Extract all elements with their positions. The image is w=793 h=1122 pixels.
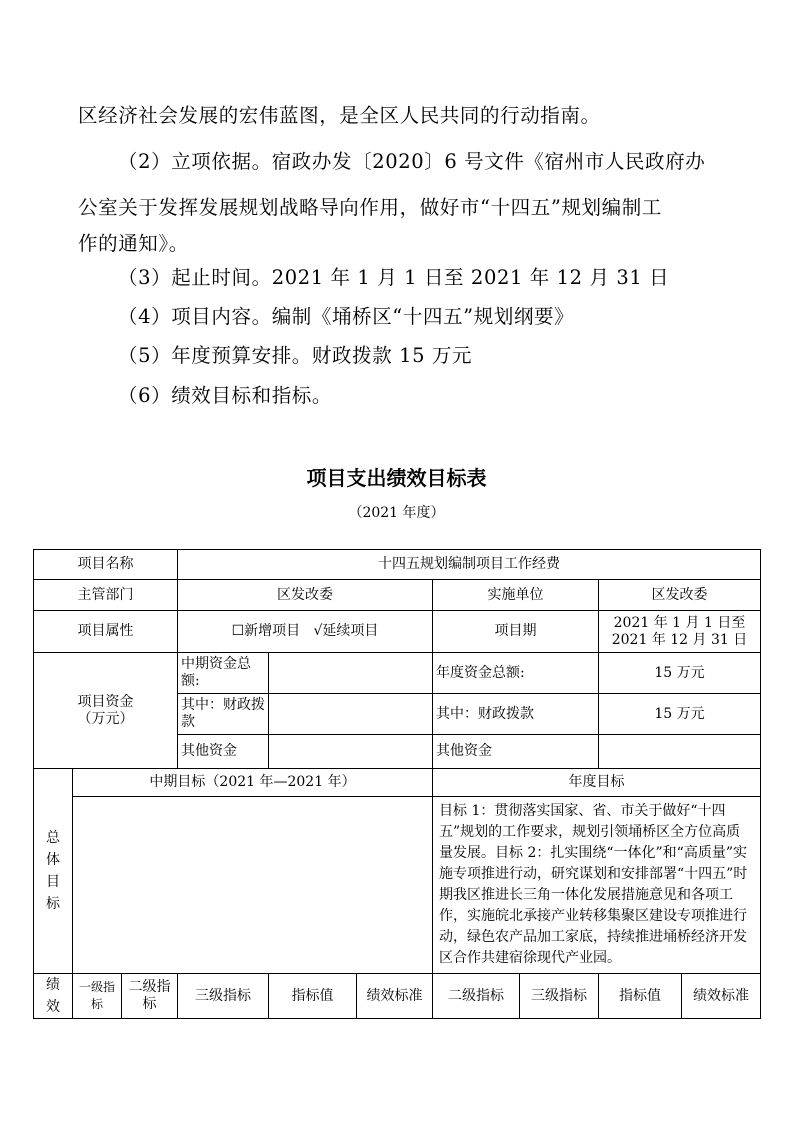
attr-options <box>178 611 433 653</box>
mid-total-label: 中期资金总额: <box>178 653 269 694</box>
table-title: 项目支出绩效目标表 <box>306 466 487 490</box>
year-goal-content: 目标 1：贯彻落实国家、省、市关于做好“十四五”规划的工作要求，规划引领埇桥区全方位高质量发展。目标 2：扎实围绕“一体化”和“高质量”实施专项推进行动，研究谋划和安排部署“十四五”时期我区推进长三角一体化发展措施意见和各项工作，实施皖北承接产业转移集聚区建设专项推进行动，绿色农产品加工家底，持续推进埇桥经济开发区合作共建宿徐现代产业园。 <box>433 797 761 974</box>
funds-label-line2: （万元） <box>77 710 134 727</box>
paragraph-line: 公室关于发挥发展规划战略导向作用，做好市“十四五”规划编制工 <box>78 196 662 219</box>
project-name-label: 项目名称 <box>34 550 178 580</box>
perf-standard-header: 绩效标准 <box>357 974 433 1019</box>
mid-goal-header: 中期目标（2021 年—2021 年） <box>73 769 433 797</box>
mid-fiscal-value <box>269 694 433 735</box>
period-end: 2021 年 12 月 31 日 <box>611 631 748 648</box>
indicator-value-header: 指标值 <box>269 974 357 1019</box>
mid-other-value <box>269 735 433 769</box>
perf-label: 绩 效 <box>34 974 73 1019</box>
impl-unit-value: 区发改委 <box>599 580 761 611</box>
paragraph-line: （4）项目内容。编制《埇桥区“十四五”规划纲要》 <box>118 305 575 328</box>
paragraph-line: （3）起止时间。2021 年 1 月 1 日至 2021 年 12 月 31 日 <box>118 266 670 289</box>
level2-header-2: 二级指标 <box>433 974 520 1019</box>
project-name-value: 十四五规划编制项目工作经费 <box>178 550 761 580</box>
funds-label-line1: 项目资金 <box>77 693 134 710</box>
mid-other-label: 其他资金 <box>178 735 269 769</box>
year-fiscal-label: 其中：财政拨款 <box>433 694 599 735</box>
year-total-value: 15 万元 <box>599 653 761 694</box>
overall-goal-label: 总 体 目 标 <box>34 769 73 974</box>
year-other-label: 其他资金 <box>433 735 599 769</box>
level3-header: 三级指标 <box>178 974 269 1019</box>
dept-label: 主管部门 <box>34 580 178 611</box>
level1-header: 一级指标 <box>73 974 122 1019</box>
dept-value: 区发改委 <box>178 580 433 611</box>
attr-new-checkbox: ☐新增项目 <box>231 623 301 639</box>
perf-standard-header-2: 绩效标准 <box>682 974 761 1019</box>
period-start: 2021 年 1 月 1 日至 <box>613 614 746 631</box>
mid-total-value <box>269 653 433 694</box>
attr-continue-checkbox: √延续项目 <box>313 623 379 639</box>
paragraph-line: 区经济社会发展的宏伟蓝图，是全区人民共同的行动指南。 <box>78 104 601 127</box>
paragraph-line: （5）年度预算安排。财政拨款 15 万元 <box>118 344 473 367</box>
year-goal-header: 年度目标 <box>433 769 761 797</box>
indicator-value-header-2: 指标值 <box>599 974 682 1019</box>
performance-target-table <box>33 549 761 1019</box>
level2-header: 二级指标 <box>122 974 178 1019</box>
paragraph-line: （2）立项依据。宿政办发〔2020〕6 号文件《宿州市人民政府办 <box>118 150 706 173</box>
year-fiscal-value: 15 万元 <box>599 694 761 735</box>
attr-label: 项目属性 <box>34 611 178 653</box>
table-year: （2021 年度） <box>348 505 445 521</box>
paragraph-line: （6）绩效目标和指标。 <box>118 384 333 407</box>
paragraph-line: 作的通知》。 <box>78 232 189 255</box>
mid-goal-content <box>73 797 433 974</box>
level3-header-2: 三级指标 <box>520 974 599 1019</box>
period-label: 项目期 <box>433 611 599 653</box>
year-other-value <box>599 735 761 769</box>
year-total-label: 年度资金总额: <box>433 653 599 694</box>
mid-fiscal-label: 其中：财政拨款 <box>178 694 269 735</box>
period-value <box>599 611 761 653</box>
funds-label <box>34 653 178 769</box>
impl-unit-label: 实施单位 <box>433 580 599 611</box>
